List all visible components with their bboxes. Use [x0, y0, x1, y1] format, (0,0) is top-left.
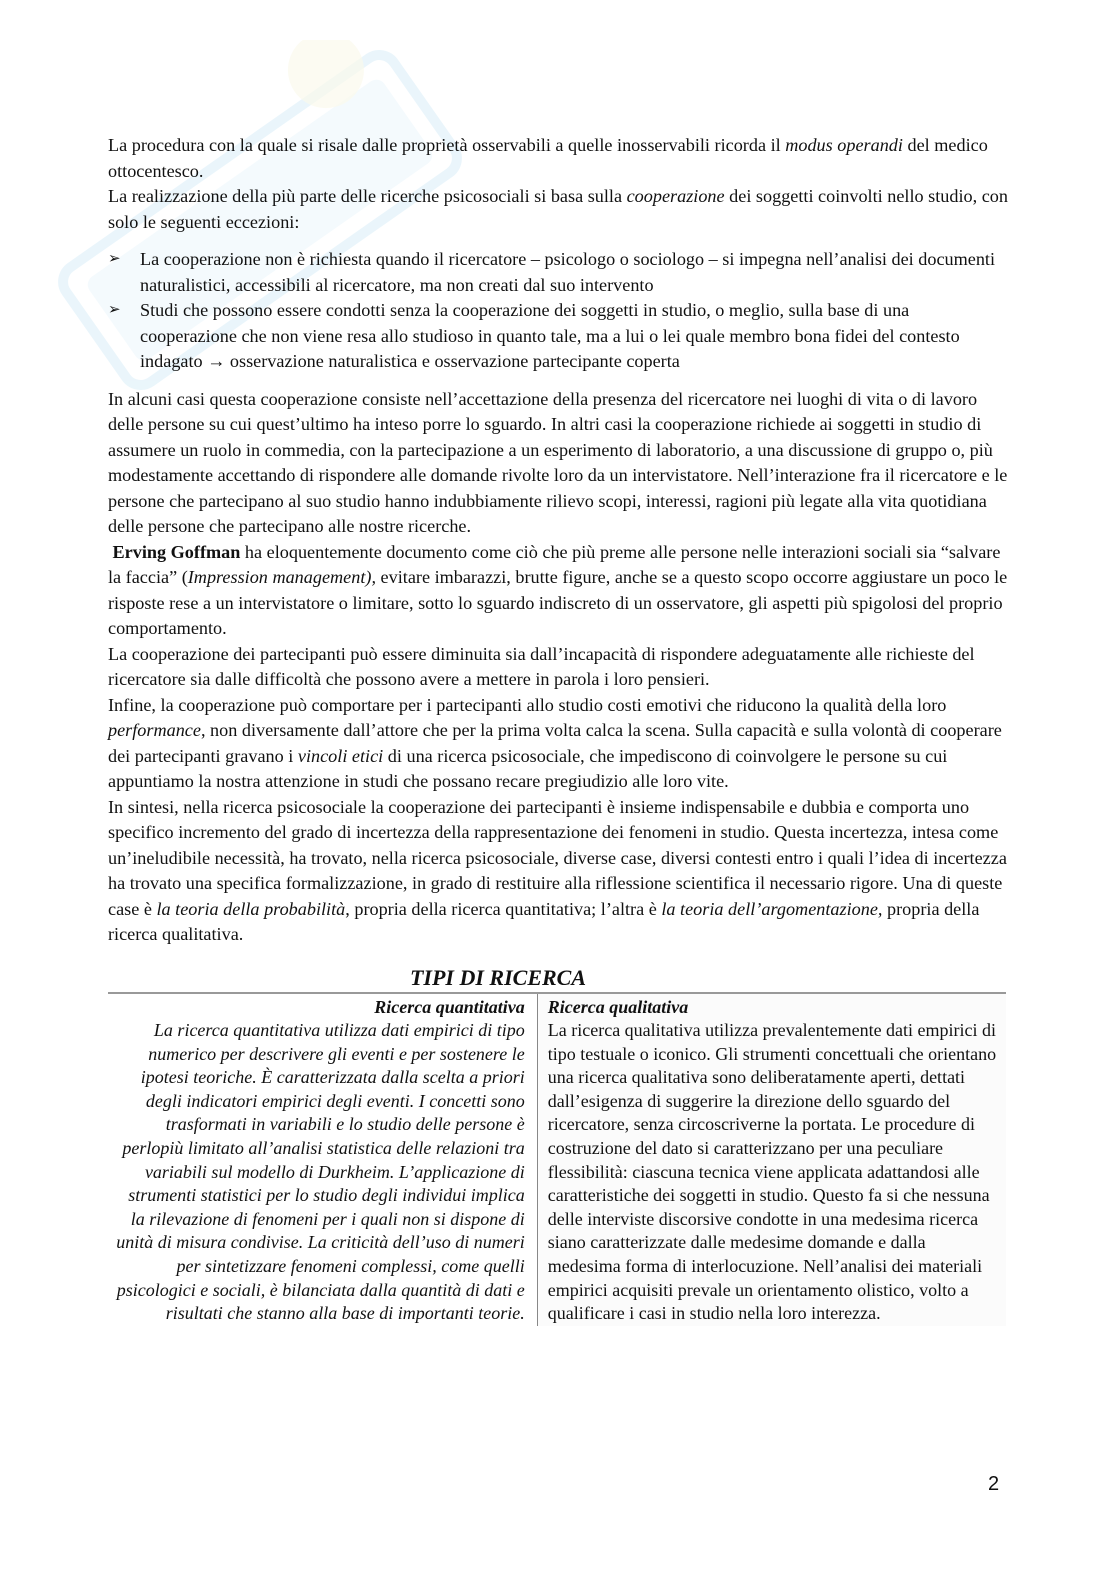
list-item: ➢ La cooperazione non è richiesta quando il ricercatore – psicologo o sociologo – si impegna nell’analisi dei documenti naturalistici, accessibili al ricercatore, ma non creati dal suo intervento: [108, 249, 996, 295]
paragraph-5: La cooperazione dei partecipanti può essere diminuita sia dall’incapacità di rispondere adeguatamente alle richieste del ricercatore sia dalle difficoltà che possono avere a mettere in parola i loro pensieri.: [108, 643, 975, 689]
quantitative-text: La ricerca quantitativa utilizza dati empirici di tipo numerico per descrivere gli eventi e per sostenere le ipotesi teoriche. È caratterizzata dalla scelta a priori degli indicatori empirici degli eventi. I concetti sono trasformati in variabili e lo studio delle persone è perlopiù limitato all’analisi statistica delle relazioni tra variabili sul modello di Durkheim. L’applicazione di strumenti statistici per lo studio degli individui implica la rilevazione di fenomeni per i quali non si dispone di unità di misura condivise. La criticità dell’uso di numeri per sintetizzare fenomeni complessi, come quelli psicologici e sociali, è bilanciata dalla quantità di dati e risultati che stanno alla base di importanti teorie.: [108, 1019, 537, 1326]
right-arrow-icon: →: [207, 351, 226, 371]
exceptions-list: [108, 247, 1008, 375]
paragraph-6: Infine, la cooperazione può comportare per i partecipanti allo studio costi emotivi che riducono la qualità della loro performance, non diversamente dall’attore che per la prima volta calca la scena. Sulla capacità e sulla volontà di cooperare dei partecipanti gravano i vincoli etici di una ricerca psicosociale, che impediscono di coinvolgere le persone su cui appuntiamo la nostra attenzione in studi che possano recare pregiudizio alle loro vite.: [108, 694, 1002, 791]
list-item: ➢ Studi che possono essere condotti senza la cooperazione dei soggetti in studio, o meglio, sulla base di una cooperazione che non viene resa allo studioso in quanto tale, ma a lui o lei quale membro bona fidei del contesto indagato → osservazione naturalistica e osservazione partecipante coperta: [108, 300, 960, 371]
paragraph-3: In alcuni casi questa cooperazione consiste nell’accettazione della presenza del ricercatore nei luoghi di vita o di lavoro delle persone su cui quest’ultimo ha inteso porre lo sguardo. In altri casi la cooperazione richiede ai soggetti in studio di assumere un ruolo in commedia, con la partecipazione a un esperimento di laboratorio, a una discussione di gruppo o, più modestamente accettando di rispondere alle domande rivolte loro da un intervistatore. Nell’interazione fra il ricercatore e le persone che partecipano al suo studio hanno indubbiamente rilievo scopi, interessi, ragioni più legate alla vita quotidiana delle persone che partecipano alle nostre ricerche.: [108, 388, 1008, 536]
bullet-arrow-icon: ➢: [108, 251, 121, 267]
table-row: [108, 1019, 1006, 1326]
table-header-row: [108, 993, 1006, 1020]
paragraph-4: Erving Goffman ha eloquentemente documento come ciò che più preme alle persone nelle interazioni sociali sia “salvare la faccia” (Impression management), evitare imbarazzi, brutte figure, anche se a questo scopo occorre aggiustare un poco le risposte rese a un intervistatore o limitare, sotto lo sguardo indiscreto di un osservatore, gli aspetti più spigolosi del proprio comportamento.: [108, 541, 1008, 638]
paragraph-1: La procedura con la quale si risale dalle proprietà osservabili a quelle inosservabili ricorda il modus operandi del medico ottocentesco.: [108, 135, 988, 181]
page-number: 2: [988, 1473, 1000, 1495]
qualitative-text: La ricerca qualitativa utilizza prevalentemente dati empirici di tipo testuale o iconico. Gli strumenti concettuali che orientano una ricerca qualitativa sono deliberatamente aperti, dettati dall’esigenza di suggerire la direzione dello sguardo del ricercatore, senza circoscriverne la portata. Le procedure di costruzione del dato si caratterizzano per una peculiare flessibilità: ciascuna tecnica viene applicata adattandosi alle caratteristiche dei soggetti in studio. Questo fa si che nessuna delle interviste discorsive condotte in una medesima ricerca siano caratterizzate dalle medesime domande e dalla medesima forma di interlocuzione. Nell’analisi dei materiali empirici acquisiti prevale un orientamento olistico, volto a qualificare i casi in studio nella loro interezza.: [537, 1019, 1006, 1326]
qualitative-heading: Ricerca qualitativa: [537, 993, 1006, 1020]
document-body: [108, 133, 1008, 1326]
paragraph-7: In sintesi, nella ricerca psicosociale la cooperazione dei partecipanti è insieme indispensabile e dubbia e comporta uno specifico incremento del grado di incertezza della rappresentazione dei fenomeni in studio. Questa incertezza, intesa come un’ineludibile necessità, ha trovato, nella ricerca psicosociale, diverse case, diversi contesti entro i quali l’idea di incertezza ha trovato una specifica formalizzazione, in grado di restituire alla riflessione scientifica il necessario rigore. Una di queste case è la teoria della probabilità, propria della ricerca quantitativa; l’altra è la teoria dell’argomentazione, propria della ricerca qualitativa.: [108, 796, 1007, 944]
quantitative-heading: Ricerca quantitativa: [108, 993, 537, 1020]
section-title: TIPI DI RICERCA: [409, 964, 587, 990]
bullet-arrow-icon: ➢: [108, 302, 121, 318]
paragraph-2: La realizzazione della più parte delle ricerche psicosociali si basa sulla cooperazione dei soggetti coinvolti nello studio, con solo le seguenti eccezioni:: [108, 186, 1008, 232]
comparison-table: [108, 992, 1006, 1326]
